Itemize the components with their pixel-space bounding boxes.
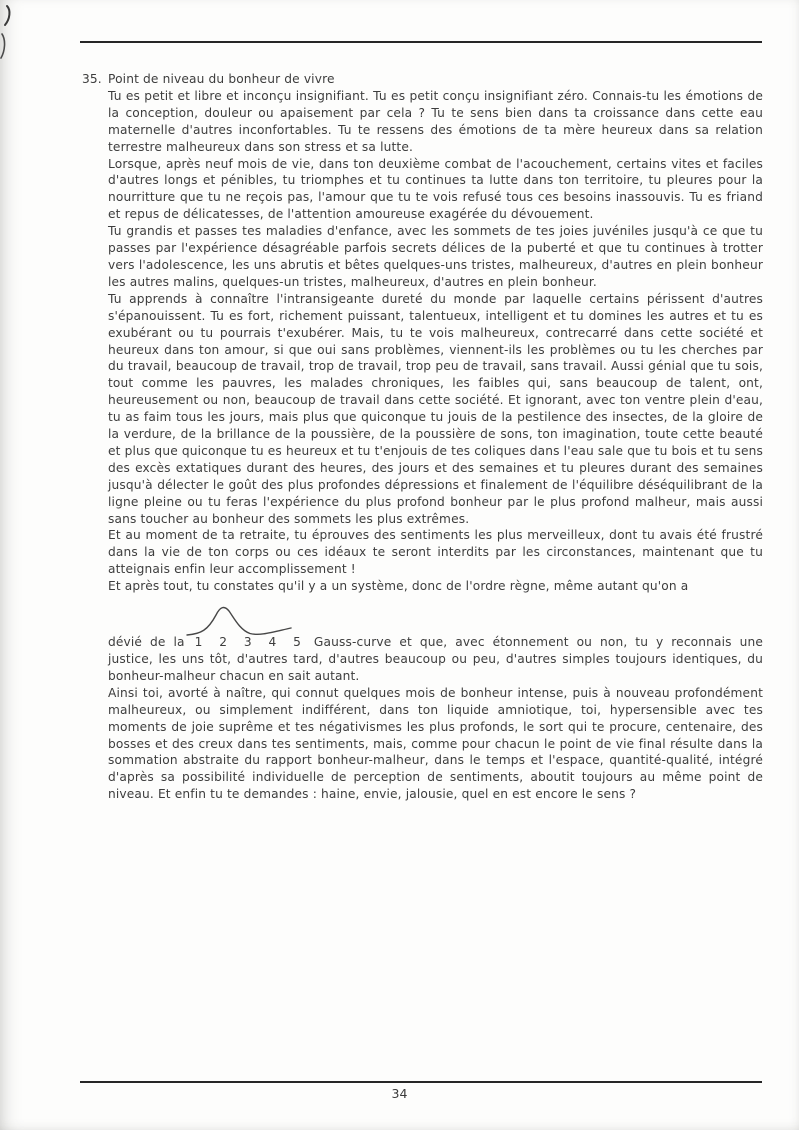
paragraph-4: Tu apprends à connaître l'intransigeante dureté du monde par laquelle certains périssent d'autres s'épanouissent. Tu es fort, richement puissant, talentueux, intelligent et tu domines les autres et tu es exubérant ou tu pourrais t'exubérer. Mais, tu te vois malheureux, contrecarré dans cette société et heureux dans ton amour, si que oui sans problèmes, viennent-ils les problèmes ou tu les cherches par du travail, beaucoup de travail, trop de travail, trop peu de travail, sans travail. Aussi génial que tu sois, tout comme les pauvres, les malades chroniques, les faibles qui, sans beaucoup de talent, ont, heureusement ou non, beaucoup de travail dans cette société. Et ignorant, avec ton ventre plein d'eau, tu as faim tous les jours, mais plus que quiconque tu jouis de la pestilence des insectes, de la gloire de la verdure, de la brillance de la poussière, de la poussière de sons, ton imagination, toute cette beauté et plus que quiconque tu es heureux et tu t'enjouis de tes coliques dans l'eau sale que tu bois et tu sens des excès extatiques durant des heures, des jours et des semaines et tu pleures durant des semaines jusqu'à délecter le goût des plus profondes dépressions et finalement de l'équilibre déséquilibrant de la ligne pleine ou tu feras l'expérience du plus profond bonheur par le plus profond malheur, mais aussi sans toucher au bonheur des sommets les plus extrêmes. [108, 291, 763, 526]
gauss-line-prefix: dévié de la [108, 635, 185, 650]
item-number: 35. [82, 72, 102, 86]
bottom-rule [80, 1081, 762, 1083]
item-title: Point de niveau du bonheur de vivre [108, 72, 335, 86]
item-heading [82, 71, 763, 88]
gauss-curve-sketch [195, 634, 302, 651]
paragraph-3: Tu grandis et passes tes maladies d'enfance, avec les sommets de tes joies juvéniles jusqu'à ce que tu passes par l'expérience désagréable parfois secrets délices de la puberté et que tu continues à trotter vers l'adolescence, les uns abrutis et bêtes quelques-uns tristes, malheureux, d'autres en plein bonheur les autres malins, quelques-un tristes, malheureux, d'autres en plein bonheur. [108, 224, 763, 289]
top-rule [80, 41, 762, 43]
gauss-line-suffix: Gauss-curve et que, avec étonnement ou non, tu y reconnais une justice, les uns tôt, d'autres tard, d'autres beaucoup ou peu, d'autres simples toujours identiques, du bonheur-malheur chacun en sait autant. [108, 635, 764, 683]
closing-paragraph: Ainsi toi, avorté à naître, qui connut quelques mois de bonheur intense, puis à nouveau profondément malheureux, ou simplement indifférent, dans ton liquide amniotique, toi, hypersensible avec tes moments de joie suprême et tes négativismes les plus profonds, le sort qui te procure, centenaire, des bosses et des creux dans tes sentiments, mais, comme pour chacun le point de vie final résulte dans la sommation abstraite du rapport bonheur-malheur, dans le temps et l'espace, quantité-qualité, intégré d'après sa possibilité individuelle de perception de sentiments, aboutit toujours au même point de niveau. Et enfin tu te demandes : haine, envie, jalousie, quel en est encore le sens ? [108, 685, 763, 802]
paragraph-5: Et au moment de ta retraite, tu éprouves des sentiments les plus merveilleux, dont tu avais été frustré dans la vie de ton corps ou ces idéaux te seront interdits par les circonstances, maintenant que tu atteignais enfin leur accomplissement ! [108, 528, 763, 577]
gauss-curve-numbers: 1 2 3 4 5 [194, 635, 302, 650]
body-text-block [108, 88, 763, 803]
scan-artifact-marks [0, 2, 22, 74]
gauss-curve-paragraph [108, 634, 763, 685]
document-content [82, 71, 763, 803]
paragraph-6: Et après tout, tu constates qu'il y a un système, donc de l'ordre règne, même autant qu'on a [108, 579, 689, 594]
paragraph-1: Tu es petit et libre et inconçu insignifiant. Tu es petit conçu insignifiant zéro. Connais-tu les émotions de la conception, douleur ou apaisement par cela ? Tu te sens bien dans ta croissance dans cette eau maternelle d'autres inconfortables. Tu te ressens des émotions de ta mère heureux dans sa relation terrestre malheureux dans son stress et sa lutte. [108, 88, 763, 154]
paragraph-2: Lorsque, après neuf mois de vie, dans ton deuxième combat de l'acouchement, certains vites et faciles d'autres longs et pénibles, tu triomphes et tu continues ta lutte dans ton territoire, tu pleures pour la nourritture que tu ne reçois pas, l'amour que tu te vois refusé tous ces besoins inassouvis. Tu es friand et repus de délicatesses, de l'attention amoureuse exagérée du dévouement. [108, 156, 763, 222]
gauss-curve-icon [185, 604, 297, 640]
page-number: 34 [391, 1086, 408, 1101]
